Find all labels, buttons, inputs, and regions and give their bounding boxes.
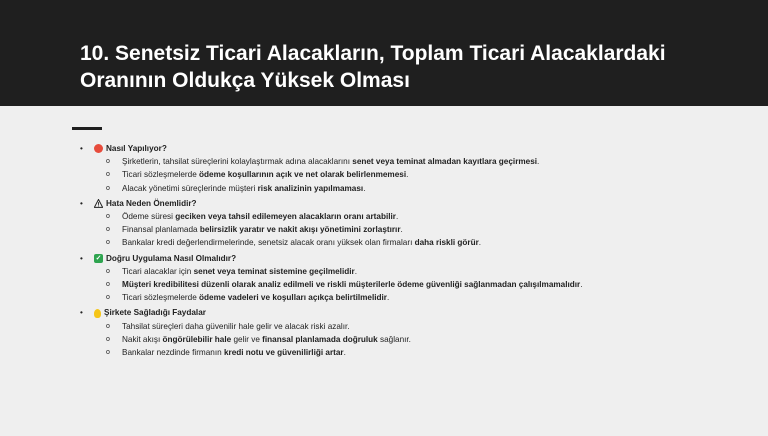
bullet-marker: • (80, 144, 83, 153)
sub-bullet-marker: o (106, 281, 110, 289)
item-text: Ticari sözleşmelerde (122, 293, 200, 303)
sub-list (94, 210, 720, 250)
item-text: . (478, 238, 482, 248)
list-item (106, 182, 720, 195)
item-text: Nakit akışı (122, 334, 163, 344)
section-heading-text: Şirkete Sağladığı Faydalar (104, 308, 206, 318)
sub-list (94, 155, 720, 195)
list-item (106, 346, 720, 359)
slide-content (80, 142, 720, 359)
sub-bullet-marker: o (106, 267, 110, 275)
list-item (106, 278, 720, 291)
item-text: Bankalar nezdinde firmanın (122, 348, 224, 358)
title-banner (0, 0, 768, 106)
item-text: sağlanır. (377, 334, 411, 344)
section-heading (94, 306, 720, 319)
list-item (106, 223, 720, 236)
item-text: . (363, 183, 366, 193)
item-text: . (387, 293, 390, 303)
item-text: gelir ve (231, 334, 263, 344)
item-text: senet veya teminat almadan kayıtlara geçirmesi (352, 157, 538, 167)
sub-bullet-marker: o (106, 226, 110, 234)
section-block (80, 142, 720, 195)
item-text: . (395, 212, 399, 222)
warning-icon (94, 199, 103, 208)
sub-bullet-marker: o (106, 349, 110, 357)
lightbulb-icon (94, 309, 101, 318)
item-text: . (537, 157, 540, 167)
sub-bullet-marker: o (106, 335, 110, 343)
item-text: Müşteri kredibilitesi düzenli olarak analiz edilmeli ve riskli müşterilerle ödeme güvenliği sağlanmadan çalışılmamalıdır (122, 280, 581, 290)
item-text: senet veya teminat sistemine geçilmelidir (193, 266, 355, 276)
sub-bullet-marker: o (106, 294, 110, 302)
item-text: ödeme koşullarının açık ve net olarak belirlenmemesi (199, 170, 407, 180)
list-item (106, 265, 720, 278)
item-text: ödeme vadeleri ve koşulları açıkça belirtilmelidir (199, 293, 387, 303)
section-heading (94, 142, 720, 155)
section-heading-text: Doğru Uygulama Nasıl Olmalıdır? (106, 253, 237, 263)
accent-bar (72, 127, 102, 130)
list-item (106, 155, 720, 168)
list-item (106, 291, 720, 304)
list-item (106, 320, 720, 333)
list-item (106, 236, 720, 249)
sub-list (94, 265, 720, 305)
bullet-marker: • (80, 198, 83, 208)
item-text: Bankalar kredi değerlendirmelerinde, senetsiz alacak oranı yüksek olan firmaları (122, 238, 415, 248)
item-text: . (343, 348, 346, 358)
sub-list (94, 320, 720, 360)
list-item (106, 333, 720, 346)
slide-title: 10. Senetsiz Ticari Alacakların, Toplam Ticari Alacaklardaki Oranının Oldukça Yüksek Olması (80, 42, 666, 92)
item-text: Ödeme süresi (122, 212, 176, 222)
item-text: Ticari sözleşmelerde (122, 170, 200, 180)
item-text: . (400, 225, 403, 235)
item-text: daha riskli görür (414, 238, 479, 248)
item-text: belirsizlik yaratır ve nakit akışı yönetimini zorlaştırır (199, 225, 401, 235)
section-heading-text: Nasıl Yapılıyor? (106, 144, 167, 153)
item-text: Finansal planlamada (122, 225, 200, 235)
item-text: kredi notu ve güvenilirliği artar (223, 348, 344, 358)
section-block (80, 252, 720, 305)
list-item (106, 210, 720, 223)
section-heading (94, 252, 720, 265)
item-text: Alacak yönetimi süreçlerinde müşteri (122, 183, 258, 193)
section-heading (94, 197, 720, 210)
item-text: . (354, 266, 357, 276)
sub-bullet-marker: o (106, 158, 110, 166)
item-text: risk analizinin yapılmaması (257, 183, 364, 193)
item-text: öngörülebilir hale (162, 334, 232, 344)
section-block (80, 197, 720, 250)
red-circle-icon (94, 144, 103, 153)
item-text: Ticari alacaklar için (122, 266, 194, 276)
item-text: . (580, 280, 583, 290)
bullet-marker: • (80, 308, 83, 318)
sub-bullet-marker: o (106, 184, 110, 192)
sub-bullet-marker: o (106, 171, 110, 179)
list-item (106, 168, 720, 181)
section-block (80, 306, 720, 359)
bullet-marker: • (80, 253, 83, 263)
item-text: geciken veya tahsil edilemeyen alacakların oranı artabilir (175, 212, 396, 222)
item-text: . (406, 170, 409, 180)
sub-bullet-marker: o (106, 322, 110, 330)
sub-bullet-marker: o (106, 239, 110, 247)
item-text: Şirketlerin, tahsilat süreçlerini kolaylaştırmak adına alacaklarını (122, 157, 353, 167)
item-text: Tahsilat süreçleri daha güvenilir hale gelir ve alacak riski azalır. (122, 321, 350, 331)
item-text: finansal planlamada doğruluk (262, 334, 378, 344)
check-icon: ✓ (95, 254, 102, 262)
section-heading-text: Hata Neden Önemlidir? (106, 198, 197, 208)
sub-bullet-marker: o (106, 213, 110, 221)
